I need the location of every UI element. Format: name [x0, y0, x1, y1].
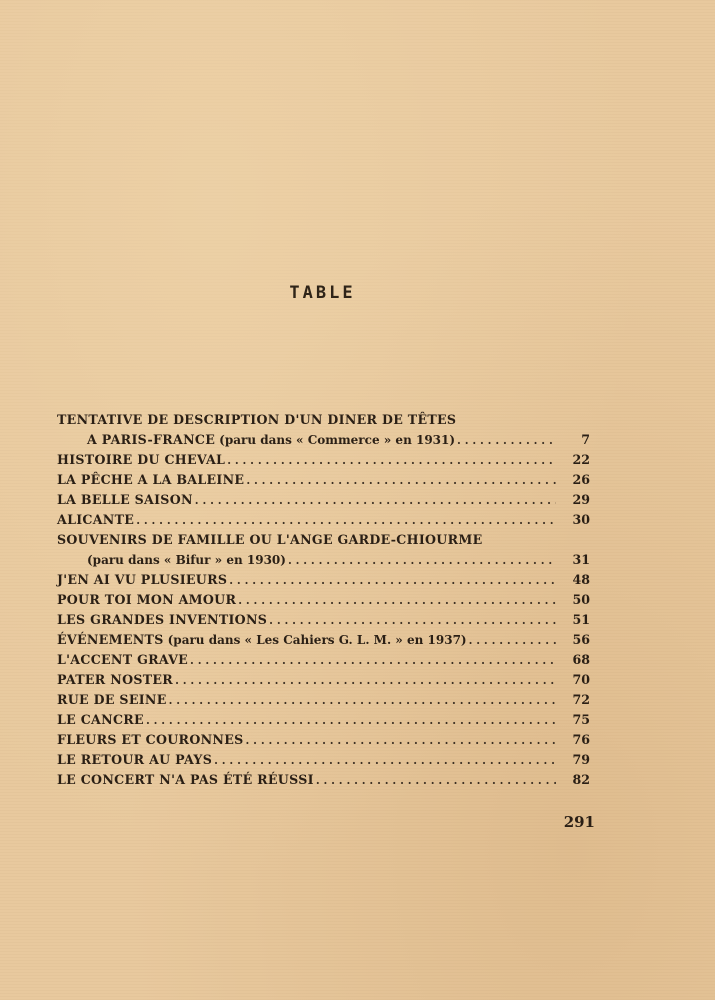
dot-leader: [316, 771, 556, 791]
toc-entry: [57, 450, 590, 470]
toc-entry-title: TENTATIVE DE DESCRIPTION D'UN DINER DE TÊTES: [57, 412, 457, 427]
toc-entry: [57, 650, 590, 670]
table-of-contents: [57, 410, 590, 790]
dot-leader: [469, 631, 556, 651]
dot-leader: [136, 511, 556, 531]
toc-entry: [57, 750, 590, 770]
toc-entry-page: 70: [572, 672, 590, 687]
toc-entry-page: 76: [572, 732, 590, 747]
toc-entry-page: 82: [572, 772, 590, 787]
toc-entry-title: LE CONCERT N'A PAS ÉTÉ RÉUSSI: [57, 772, 314, 787]
toc-entry-title: RUE DE SEINE: [57, 692, 167, 707]
toc-entry: [57, 730, 590, 750]
toc-entry-page: 30: [572, 512, 590, 527]
toc-entry-page: 68: [572, 652, 590, 667]
toc-entry: [57, 770, 590, 790]
toc-entry: [57, 430, 590, 450]
toc-entry-title: J'EN AI VU PLUSIEURS: [57, 572, 228, 587]
toc-entry-page: 56: [572, 632, 590, 647]
toc-entry: [57, 690, 590, 710]
toc-entry-page: 48: [572, 572, 590, 587]
toc-entry-title: ALICANTE: [57, 512, 135, 527]
toc-entry-title: FLEURS ET COURONNES: [57, 732, 244, 747]
toc-entry: [57, 630, 590, 650]
toc-entry-note: (paru dans « Commerce » en 1931): [219, 433, 456, 447]
dot-leader: [169, 691, 556, 711]
dot-leader: [175, 671, 556, 691]
page-title: TABLE: [289, 283, 356, 303]
toc-entry: [57, 470, 590, 490]
toc-entry-title: LE CANCRE: [57, 712, 144, 727]
toc-entry: [57, 670, 590, 690]
toc-entry-title: A PARIS-FRANCE: [87, 432, 216, 447]
toc-entry-page: 51: [572, 612, 590, 627]
toc-entry-title: SOUVENIRS DE FAMILLE OU L'ANGE GARDE-CHIOURME: [57, 532, 483, 547]
dot-leader: [238, 591, 556, 611]
toc-entry: [57, 410, 590, 430]
toc-entry-page: 79: [572, 752, 590, 767]
toc-entry-title: PATER NOSTER: [57, 672, 174, 687]
dot-leader: [190, 651, 556, 671]
dot-leader: [269, 611, 556, 631]
toc-entry-page: 72: [572, 692, 590, 707]
dot-leader: [457, 431, 556, 451]
toc-entry: [57, 710, 590, 730]
toc-entry: [57, 590, 590, 610]
toc-entry: [57, 510, 590, 530]
toc-entry-page: 31: [572, 552, 590, 567]
toc-entry-title: LA PÊCHE A LA BALEINE: [57, 472, 245, 487]
dot-leader: [227, 451, 556, 471]
toc-entry: [57, 530, 590, 550]
toc-entry-page: 75: [572, 712, 590, 727]
toc-entry-note: (paru dans « Les Cahiers G. L. M. » en 1937): [167, 633, 467, 647]
toc-entry-title: ÉVÉNEMENTS: [57, 632, 164, 647]
toc-entry-page: 29: [572, 492, 590, 507]
dot-leader: [246, 731, 556, 751]
toc-entry-page: 22: [572, 452, 590, 467]
toc-entry-page: 26: [572, 472, 590, 487]
toc-entry: [57, 550, 590, 570]
toc-entry: [57, 610, 590, 630]
toc-entry: [57, 570, 590, 590]
toc-entry-title: L'ACCENT GRAVE: [57, 652, 189, 667]
toc-entry-title: LES GRANDES INVENTIONS: [57, 612, 268, 627]
dot-leader: [214, 751, 556, 771]
toc-entry-page: 7: [581, 432, 590, 447]
dot-leader: [288, 551, 556, 571]
toc-entry-title: HISTOIRE DU CHEVAL: [57, 452, 226, 467]
toc-entry-title: LE RETOUR AU PAYS: [57, 752, 213, 767]
toc-entry-note: (paru dans « Bifur » en 1930): [87, 553, 286, 567]
toc-entry-title: LA BELLE SAISON: [57, 492, 193, 507]
page-number: 291: [563, 813, 595, 831]
toc-entry-page: 50: [572, 592, 590, 607]
toc-entry-title: POUR TOI MON AMOUR: [57, 592, 237, 607]
dot-leader: [195, 491, 556, 511]
toc-entry: [57, 490, 590, 510]
dot-leader: [246, 471, 556, 491]
dot-leader: [146, 711, 556, 731]
dot-leader: [229, 571, 556, 591]
